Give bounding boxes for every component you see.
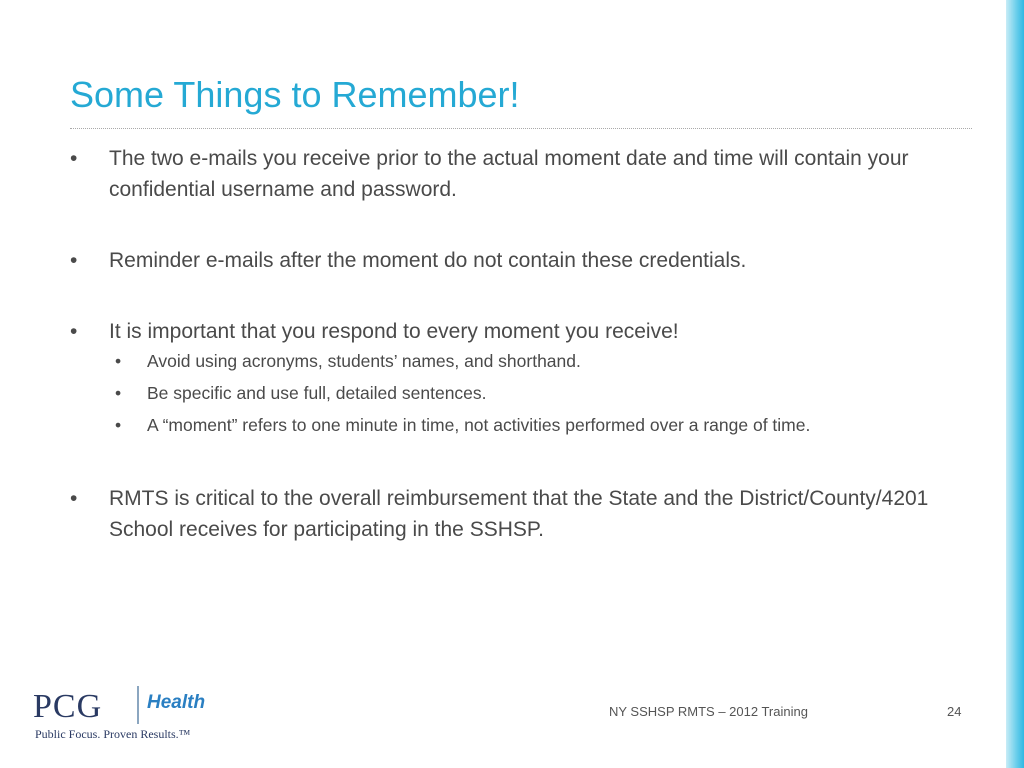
sub-bullet-text: A “moment” refers to one minute in time, not activities performed over a range of time.: [147, 415, 811, 435]
logo-health-text: Health: [147, 692, 206, 713]
bullet-dot: •: [115, 351, 122, 371]
bullet-item: [70, 143, 950, 205]
bullet-item: [70, 483, 950, 545]
bullet-dot: •: [70, 320, 78, 343]
pcg-health-logo: [33, 686, 233, 746]
logo-pcg-text: PCG: [33, 688, 103, 725]
sub-bullet-item: [70, 347, 950, 375]
logo-separator: [137, 686, 139, 724]
sub-bullet-text: Be specific and use full, detailed sentences.: [147, 383, 487, 403]
bullet-text: RMTS is critical to the overall reimbursement that the State and the District/County/4201 School receives for participating in the SSHSP.: [109, 487, 929, 541]
page-number: 24: [947, 704, 962, 719]
title-divider: [70, 128, 972, 129]
bullet-item: [70, 245, 950, 276]
bullet-dot: •: [115, 415, 122, 435]
footer-text: NY SSHSP RMTS – 2012 Training: [609, 704, 808, 719]
slide-content: [70, 143, 950, 545]
bullet-dot: •: [115, 383, 122, 403]
slide-title: Some Things to Remember!: [70, 74, 520, 115]
bullet-text: The two e-mails you receive prior to the actual moment date and time will contain your confidential username and password.: [109, 147, 909, 201]
bullet-dot: •: [70, 249, 78, 272]
bullet-text: It is important that you respond to every moment you receive!: [109, 320, 679, 343]
bullet-text: Reminder e-mails after the moment do not contain these credentials.: [109, 249, 747, 272]
sub-bullet-item: [70, 379, 950, 407]
accent-side-bar: [1006, 0, 1024, 768]
bullet-dot: •: [70, 147, 78, 170]
sub-bullet-item: [70, 411, 950, 439]
bullet-item: [70, 316, 950, 347]
sub-bullet-text: Avoid using acronyms, students’ names, and shorthand.: [147, 351, 581, 371]
logo-tagline: Public Focus. Proven Results.™: [35, 727, 191, 741]
bullet-dot: •: [70, 487, 78, 510]
